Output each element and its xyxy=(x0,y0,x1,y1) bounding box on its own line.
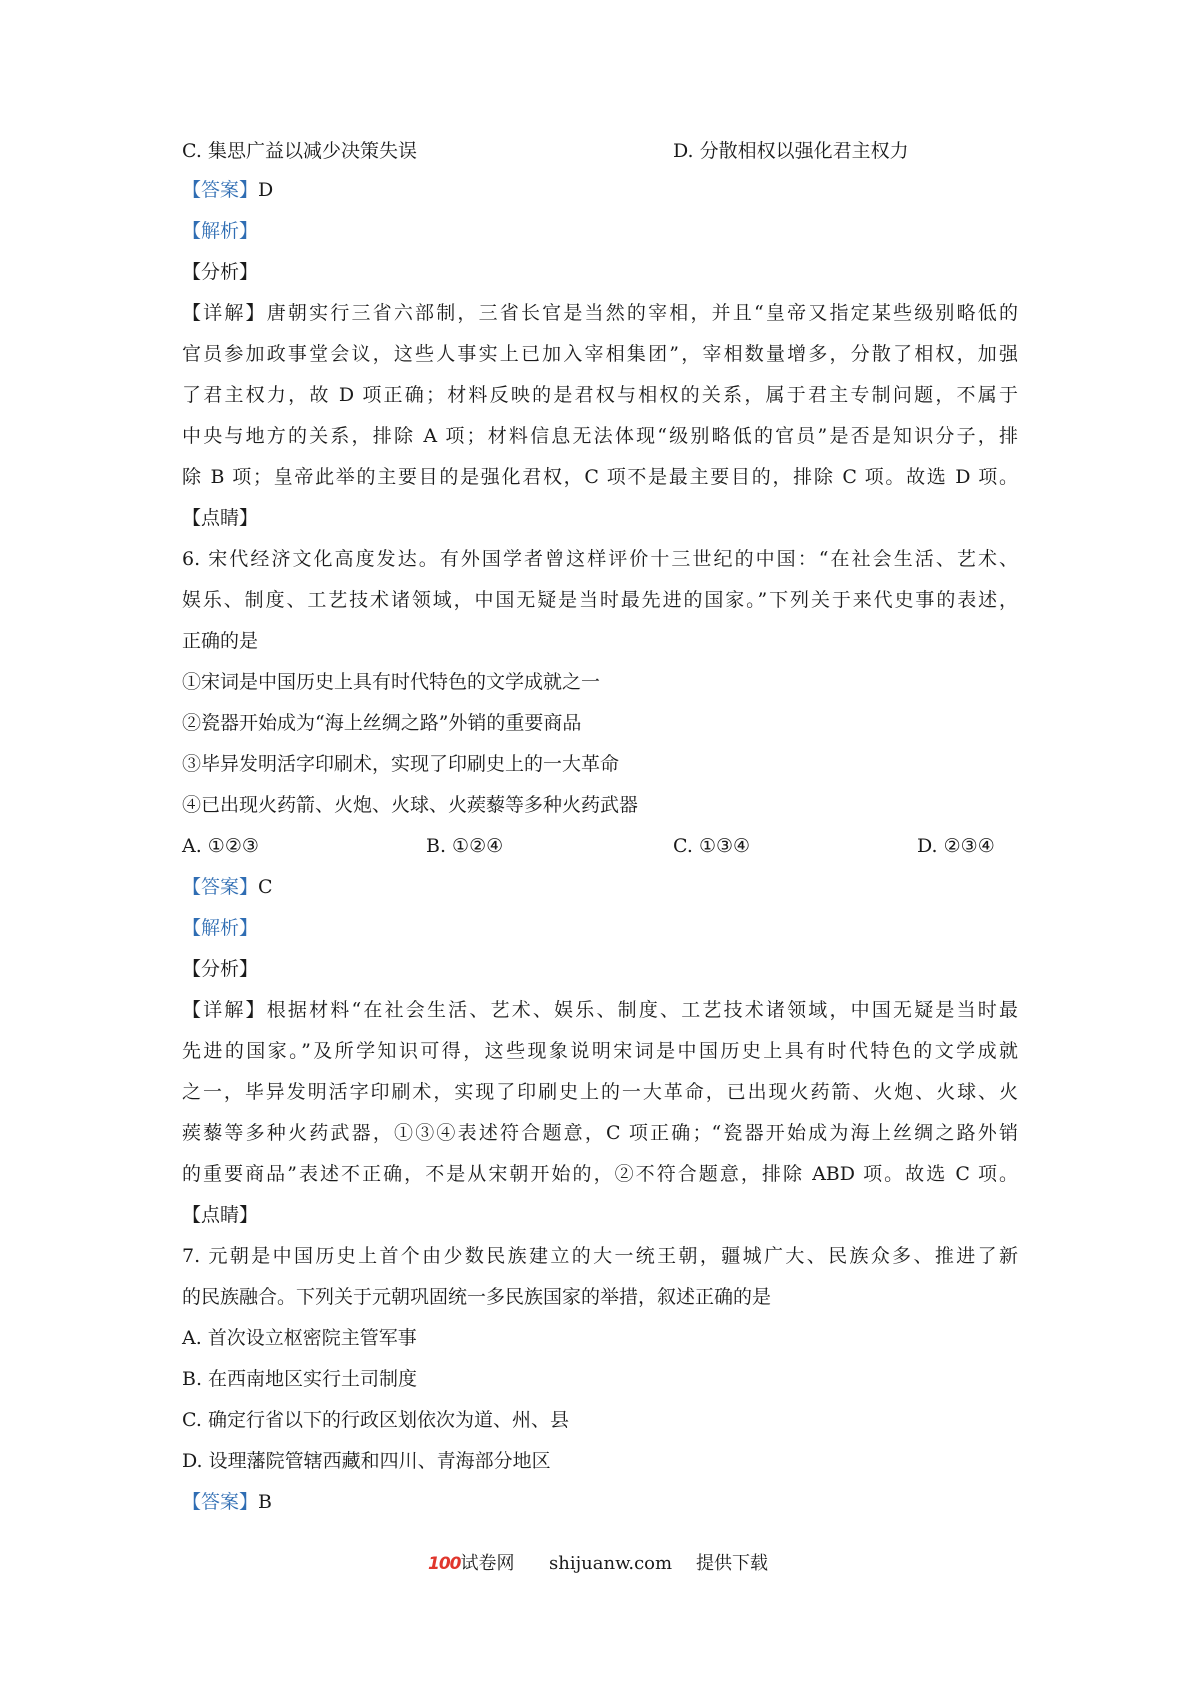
q6-xiangjie-line-5: 的重要商品”表述不正确，不是从宋朝开始的，②不符合题意，排除 ABD 项。故选 C 项。 xyxy=(182,1163,1018,1185)
logo-text: 试卷网 xyxy=(460,1553,515,1574)
page-footer xyxy=(0,1551,1191,1577)
q7-option-b: B. 在西南地区实行土司制度 xyxy=(182,1368,418,1390)
q6-item-1: ①宋词是中国历史上具有时代特色的文学成就之一 xyxy=(182,671,601,693)
provide-download-text: 提供下载 xyxy=(696,1553,768,1574)
q6-fenxi-tag: 【分析】 xyxy=(182,958,259,980)
q5-xiangjie-line-5: 除 B 项；皇帝此举的主要目的是强化君权，C 项不是最主要目的，排除 C 项。故选 D 项。 xyxy=(182,466,1018,488)
q6-dianjing-tag: 【点睛】 xyxy=(182,1204,259,1226)
q6-stem-line-1: 6. 宋代经济文化高度发达。有外国学者曾这样评价十三世纪的中国：“在社会生活、艺术、 xyxy=(182,548,1018,570)
q6-answer-line xyxy=(182,875,273,899)
answer-tag: 【答案】 xyxy=(182,1491,259,1513)
q5-jiexi-tag: 【解析】 xyxy=(182,220,259,242)
q5-xiangjie-line-2: 官员参加政事堂会议，这些人事实上已加入宰相集团”，宰相数量增多，分散了相权，加强 xyxy=(182,343,1018,365)
q5-answer: D xyxy=(258,179,274,201)
q5-xiangjie-line-4: 中央与地方的关系，排除 A 项；材料信息无法体现“级别略低的官员”是否是知识分子，排 xyxy=(182,425,1018,447)
answer-tag: 【答案】 xyxy=(182,876,259,898)
q7-option-a: A. 首次设立枢密院主管军事 xyxy=(182,1327,417,1349)
q7-option-c: C. 确定行省以下的行政区划依次为道、州、县 xyxy=(182,1409,569,1431)
q6-xiangjie-line-2: 先进的国家。”及所学知识可得，这些现象说明宋词是中国历史上具有时代特色的文学成就 xyxy=(182,1040,1018,1062)
q6-item-3: ③毕异发明活字印刷术，实现了印刷史上的一大革命 xyxy=(182,753,620,775)
q6-stem-line-2: 娱乐、制度、工艺技术诸领域，中国无疑是当时最先进的国家。”下列关于来代史事的表述， xyxy=(182,589,1018,611)
q6-item-2: ②瓷器开始成为“海上丝绸之路”外销的重要商品 xyxy=(182,712,582,734)
xiangjie-tag: 【详解】 xyxy=(182,999,267,1021)
q6-option-c: C. ①③④ xyxy=(673,835,751,857)
q5-dianjing-tag: 【点睛】 xyxy=(182,507,259,529)
logo-number: 100 xyxy=(428,1554,461,1574)
site-logo[interactable] xyxy=(428,1551,515,1577)
q7-answer: B xyxy=(258,1491,272,1513)
q6-stem-line-3: 正确的是 xyxy=(182,630,259,652)
q6-option-a: A. ①②③ xyxy=(182,835,259,857)
q7-answer-line xyxy=(182,1490,272,1514)
q7-stem-line-2: 的民族融合。下列关于元朝巩固统一多民族国家的举措，叙述正确的是 xyxy=(182,1286,772,1308)
q6-answer: C xyxy=(258,876,273,898)
q6-option-b: B. ①②④ xyxy=(426,835,504,857)
q6-xiangjie-line-4: 蒺藜等多种火药武器，①③④表述符合题意，C 项正确；“瓷器开始成为海上丝绸之路外销 xyxy=(182,1122,1018,1144)
answer-tag: 【答案】 xyxy=(182,179,259,201)
q7-stem-line-1: 7. 元朝是中国历史上首个由少数民族建立的大一统王朝，疆城广大、民族众多、推进了新 xyxy=(182,1245,1018,1267)
q5-fenxi-tag: 【分析】 xyxy=(182,261,259,283)
q5-xiangjie-line-3: 了君主权力，故 D 项正确；材料反映的是君权与相权的关系，属于君主专制问题，不属于 xyxy=(182,384,1018,406)
q5-answer-line xyxy=(182,178,273,202)
q6-jiexi-tag: 【解析】 xyxy=(182,917,259,939)
q5-option-c: C. 集思广益以减少决策失误 xyxy=(182,140,417,162)
q5-xiangjie-line-1: 【详解】唐朝实行三省六部制，三省长官是当然的宰相，并且“皇帝又指定某些级别略低的 xyxy=(182,302,1018,324)
q6-option-d: D. ②③④ xyxy=(917,835,995,857)
q6-item-4: ④已出现火药箭、火炮、火球、火蒺藜等多种火药武器 xyxy=(182,794,639,816)
q5-option-d: D. 分散相权以强化君主权力 xyxy=(673,140,909,162)
q7-option-d: D. 设理藩院管辖西藏和四川、青海部分地区 xyxy=(182,1450,551,1472)
xiangjie-tag: 【详解】 xyxy=(182,302,267,324)
q6-xiangjie-line-1: 【详解】根据材料“在社会生活、艺术、娱乐、制度、工艺技术诸领域，中国无疑是当时最 xyxy=(182,999,1018,1021)
q6-xiangjie-line-3: 之一，毕异发明活字印刷术，实现了印刷史上的一大革命，已出现火药箭、火炮、火球、火 xyxy=(182,1081,1018,1103)
site-link[interactable]: shijuanw.com xyxy=(549,1553,673,1574)
